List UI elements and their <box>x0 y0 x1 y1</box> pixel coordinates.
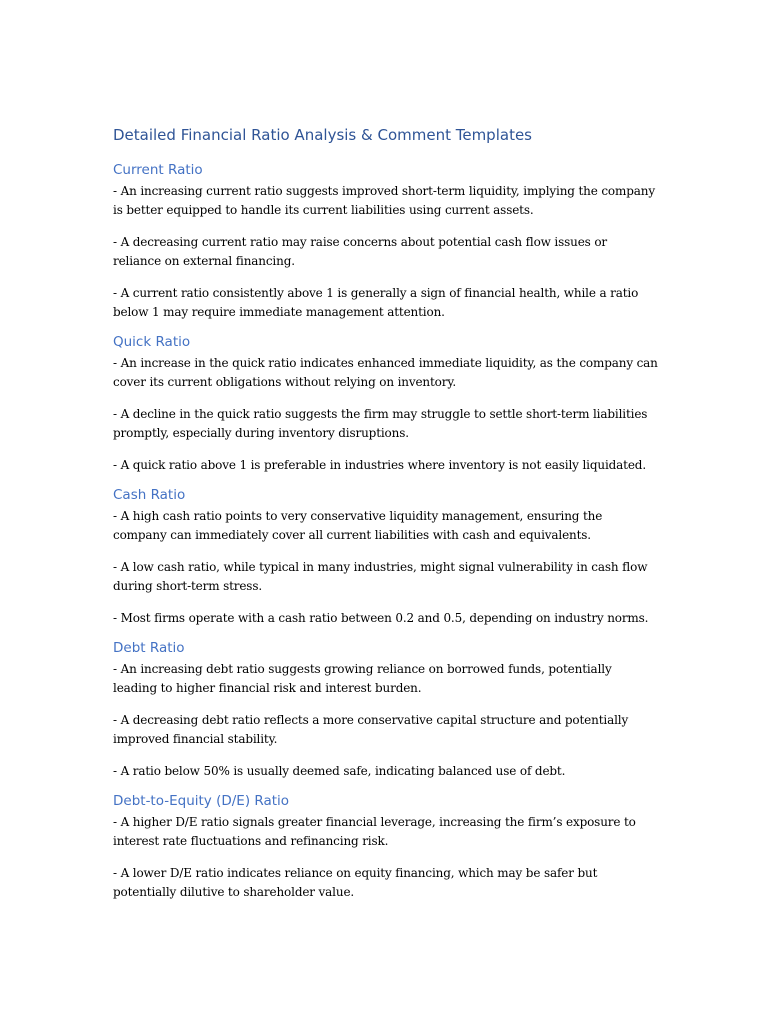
paragraph: - A decline in the quick ratio suggests the firm may struggle to settle short-term liabilities promptly, especially during inventory disruptions. <box>113 407 648 440</box>
section-heading: Debt Ratio <box>113 640 185 656</box>
paragraph: - A quick ratio above 1 is preferable in industries where inventory is not easily liquidated. <box>113 458 647 472</box>
section-debt-to-equity-ratio <box>113 791 658 902</box>
paragraph: - A high cash ratio points to very conservative liquidity management, ensuring the company can immediately cover all current liabilities with cash and equivalents. <box>113 509 603 542</box>
paragraph: - A decreasing current ratio may raise concerns about potential cash flow issues or reliance on external financing. <box>113 235 607 268</box>
paragraph: - An increasing debt ratio suggests growing reliance on borrowed funds, potentially leading to higher financial risk and interest burden. <box>113 662 612 695</box>
paragraph: - A low cash ratio, while typical in many industries, might signal vulnerability in cash flow during short-term stress. <box>113 560 648 593</box>
paragraph: - A ratio below 50% is usually deemed safe, indicating balanced use of debt. <box>113 764 566 778</box>
paragraph: - An increasing current ratio suggests improved short-term liquidity, implying the company is better equipped to handle its current liabilities using current assets. <box>113 184 655 217</box>
paragraph: - A lower D/E ratio indicates reliance on equity financing, which may be safer but potentially dilutive to shareholder value. <box>113 866 598 899</box>
paragraph: - A higher D/E ratio signals greater financial leverage, increasing the firm’s exposure to interest rate fluctuations and refinancing risk. <box>113 815 636 848</box>
section-heading: Debt-to-Equity (D/E) Ratio <box>113 793 290 809</box>
section-cash-ratio <box>113 485 658 628</box>
paragraph: - A current ratio consistently above 1 is generally a sign of financial health, while a ratio below 1 may require immediate management attention. <box>113 286 639 319</box>
paragraph: - An increase in the quick ratio indicates enhanced immediate liquidity, as the company can cover its current obligations without relying on inventory. <box>113 356 658 389</box>
document-title: Detailed Financial Ratio Analysis & Comment Templates <box>113 126 532 144</box>
section-debt-ratio <box>113 638 658 781</box>
document-page <box>113 124 658 912</box>
paragraph: - A decreasing debt ratio reflects a more conservative capital structure and potentially improved financial stability. <box>113 713 629 746</box>
section-heading: Cash Ratio <box>113 487 186 503</box>
section-heading: Current Ratio <box>113 162 203 178</box>
section-heading: Quick Ratio <box>113 334 191 350</box>
paragraph: - Most firms operate with a cash ratio between 0.2 and 0.5, depending on industry norms. <box>113 611 649 625</box>
section-quick-ratio <box>113 332 658 475</box>
section-current-ratio <box>113 160 658 322</box>
